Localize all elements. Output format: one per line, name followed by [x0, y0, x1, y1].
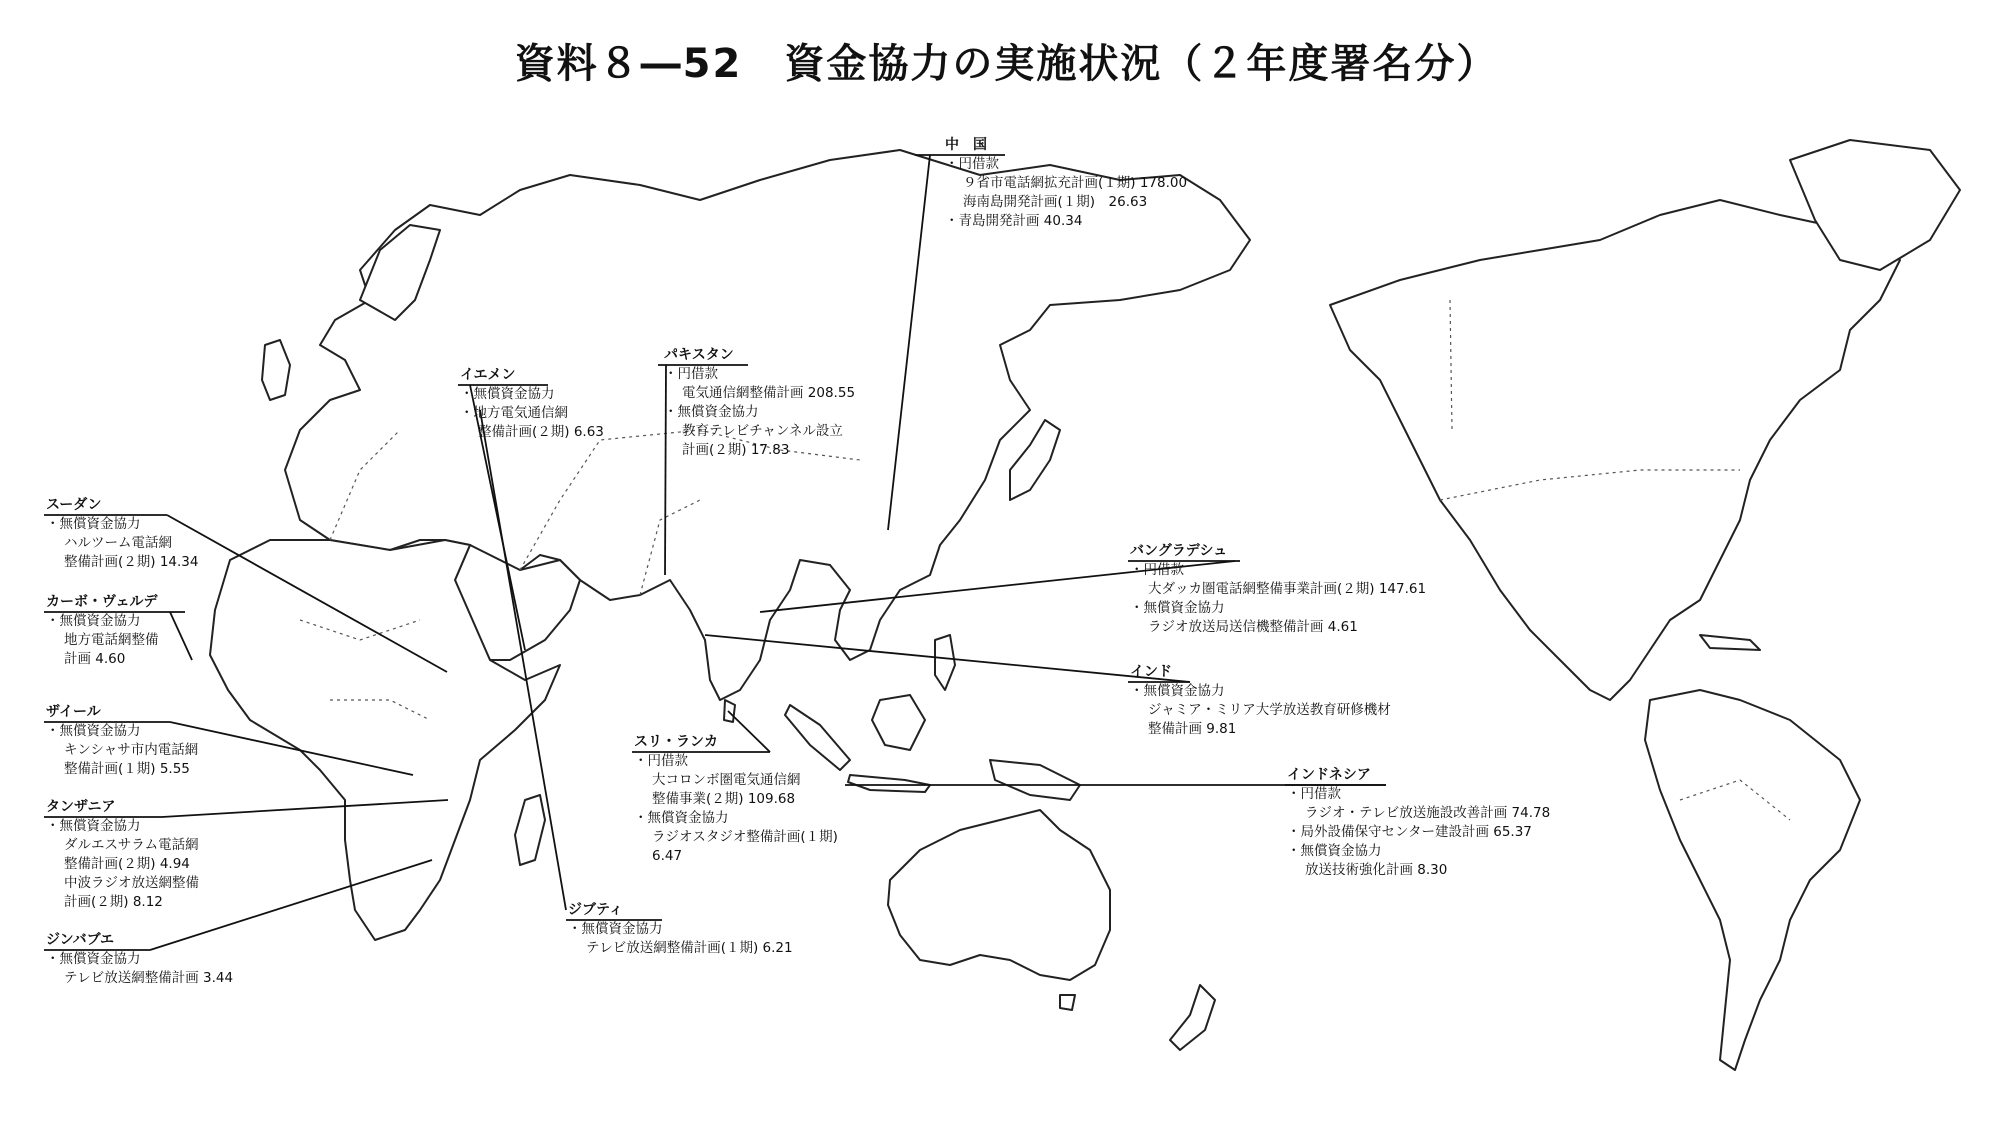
label-djibouti — [568, 901, 793, 958]
project-item: ラジオ放送局送信機整備計画 4.61 — [1148, 619, 1358, 635]
project-item: 計画(２期) 17.83 — [682, 442, 790, 458]
project-item: 地方電話網整備 — [64, 632, 159, 648]
leader-cabo-verde — [170, 612, 192, 660]
page-title: 資料８―52 資金協力の実施状況（２年度署名分） — [514, 41, 1499, 87]
country-name: スリ・ランカ — [634, 734, 718, 750]
tasmania-landmass — [1060, 995, 1075, 1010]
country-name: パキスタン — [664, 347, 734, 363]
aid-type: ・無償資金協力 — [1130, 683, 1225, 699]
java-landmass — [848, 775, 930, 792]
project-item: 大ダッカ圏電話網整備事業計画(２期) 147.61 — [1148, 581, 1427, 597]
australia-landmass — [888, 810, 1110, 980]
country-name: 中 国 — [945, 137, 987, 153]
label-china — [945, 136, 1187, 231]
aid-type: ・円借款 — [945, 156, 999, 172]
cuba-landmass — [1700, 635, 1760, 650]
project-item: ダルエスサラム電話網 — [64, 837, 199, 853]
aid-type: ・無償資金協力 — [568, 921, 663, 937]
country-name: ジブティ — [568, 902, 623, 918]
project-item: 教育テレビチャンネル設立 — [682, 423, 843, 439]
aid-type: ・地方電気通信網 — [460, 405, 568, 421]
country-name: スーダン — [46, 497, 102, 513]
project-item: 整備計画(２期) 4.94 — [64, 856, 190, 872]
label-sudan — [46, 496, 198, 572]
project-item: 放送技術強化計画 8.30 — [1305, 862, 1448, 878]
aid-type: ・無償資金協力 — [46, 723, 141, 739]
country-name: カーボ・ヴェルデ — [46, 594, 158, 610]
aid-type: ・無償資金協力 — [1287, 843, 1382, 859]
project-item: テレビ放送網整備計画(１期) 6.21 — [586, 940, 793, 956]
japan-landmass — [1010, 420, 1060, 500]
project-item: 整備計画(２期) 14.34 — [64, 554, 199, 570]
aid-type: ・無償資金協力 — [46, 818, 141, 834]
project-item: 整備計画(２期) 6.63 — [478, 424, 604, 440]
label-indonesia — [1287, 766, 1550, 880]
borneo-landmass — [872, 695, 925, 750]
project-item: テレビ放送網整備計画 3.44 — [64, 970, 234, 986]
aid-type: ・円借款 — [1287, 786, 1341, 802]
country-name: イエメン — [460, 367, 516, 383]
project-item: ラジオ・テレビ放送施設改善計画 74.78 — [1305, 805, 1551, 821]
project-item: 整備計画 9.81 — [1148, 721, 1237, 737]
project-item: ハルツーム電話網 — [64, 535, 172, 551]
project-item: キンシャサ市内電話網 — [64, 742, 199, 758]
aid-type: ・無償資金協力 — [634, 810, 729, 826]
aid-type: ・青島開発計画 40.34 — [945, 213, 1083, 229]
country-name: インド — [1130, 664, 1172, 680]
project-item: 計画 4.60 — [64, 651, 126, 667]
label-zaire — [46, 703, 198, 779]
label-india — [1130, 663, 1391, 739]
country-name: タンザニア — [46, 799, 116, 815]
aid-type: ・円借款 — [634, 753, 688, 769]
aid-type: ・無償資金協力 — [1130, 600, 1225, 616]
project-item: 整備事業(２期) 109.68 — [652, 791, 796, 807]
project-item: 大コロンボ圏電気通信網 — [652, 772, 801, 788]
project-item: 海南島開発計画(１期) 26.63 — [963, 194, 1148, 210]
project-item: 電気通信網整備計画 208.55 — [682, 385, 856, 401]
great-britain-landmass — [262, 340, 290, 400]
label-sri-lanka — [634, 733, 838, 866]
label-pakistan — [664, 346, 855, 460]
country-name: インドネシア — [1287, 767, 1371, 783]
aid-type: ・無償資金協力 — [664, 404, 759, 420]
new-zealand-landmass — [1170, 985, 1215, 1050]
project-item: ジャミア・ミリア大学放送教育研修機材 — [1148, 702, 1391, 718]
label-tanzania — [46, 798, 199, 912]
project-item: ９省市電話網拡充計画(１期) 178.00 — [963, 175, 1188, 191]
madagascar-landmass — [515, 795, 545, 865]
country-name: ザイール — [46, 704, 101, 720]
label-bangladesh — [1130, 542, 1426, 637]
aid-type: ・円借款 — [1130, 562, 1184, 578]
new-guinea-landmass — [990, 760, 1080, 800]
philippines-landmass — [935, 635, 955, 690]
label-zimbabwe — [46, 931, 233, 988]
south-america-landmass — [1645, 690, 1860, 1070]
aid-type: ・円借款 — [664, 366, 718, 382]
label-yemen — [460, 366, 604, 442]
country-name: ジンバブエ — [46, 932, 114, 948]
project-item: 中波ラジオ放送網整備 — [64, 875, 199, 891]
aid-type: ・局外設備保守センター建設計画 65.37 — [1287, 824, 1532, 840]
project-item: 計画(２期) 8.12 — [64, 894, 163, 910]
sri-lanka-landmass — [724, 700, 735, 722]
project-item: 整備計画(１期) 5.55 — [64, 761, 190, 777]
aid-type: ・無償資金協力 — [46, 516, 141, 532]
continents — [210, 140, 1960, 1070]
project-item: ラジオスタジオ整備計画(１期) — [652, 829, 838, 845]
aid-type: ・無償資金協力 — [46, 951, 141, 967]
country-name: バングラデシュ — [1130, 543, 1228, 559]
aid-type: ・無償資金協力 — [460, 386, 555, 402]
label-cabo-verde — [46, 593, 167, 669]
aid-type: ・無償資金協力 — [46, 613, 141, 629]
project-item: 6.47 — [652, 848, 683, 864]
